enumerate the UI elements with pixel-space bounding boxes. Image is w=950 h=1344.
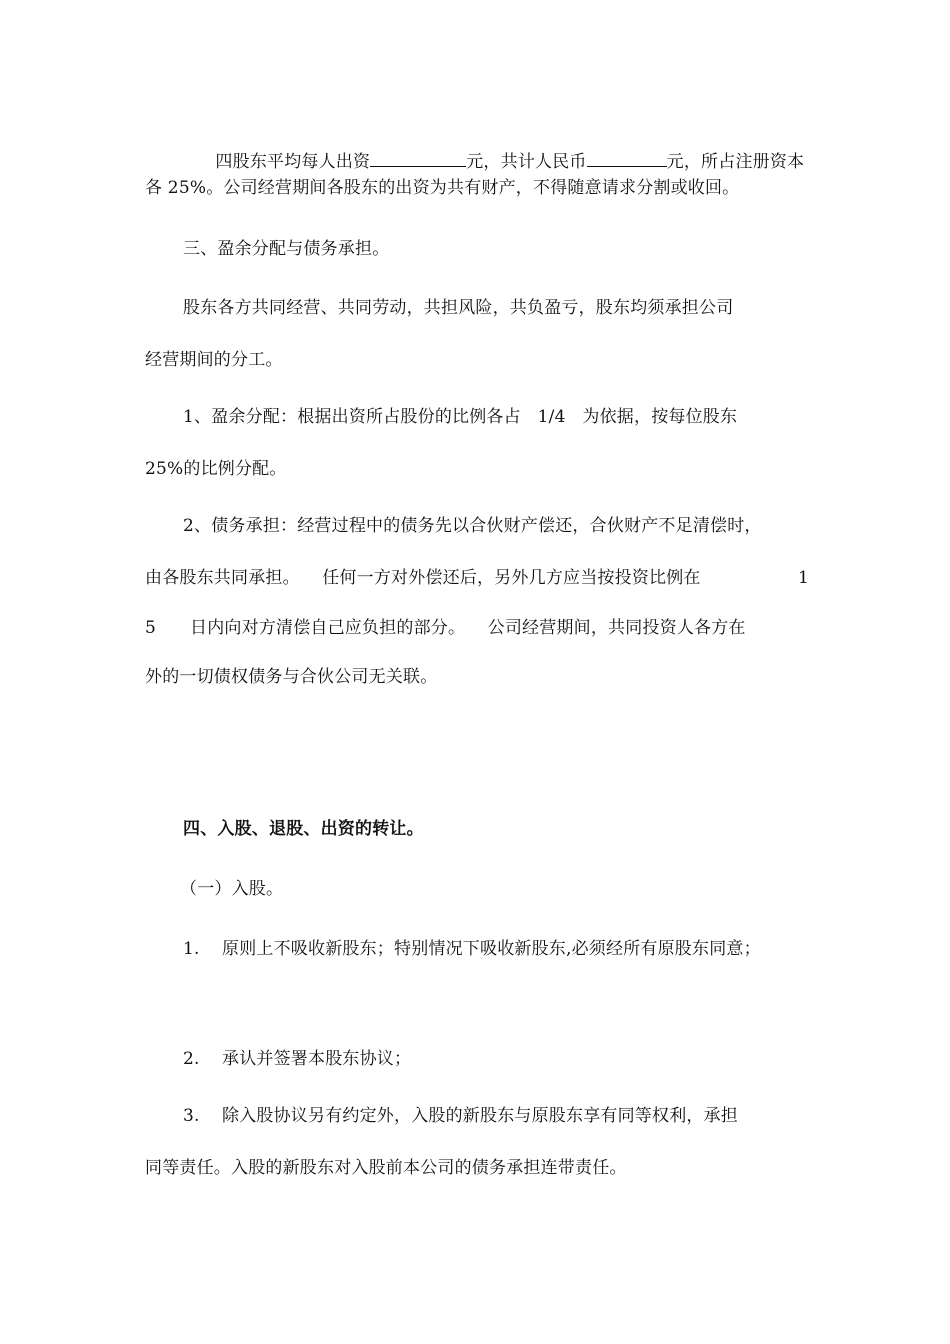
- paragraph-line: 经营期间的分工。: [145, 350, 283, 370]
- subsection-heading: （一）入股。: [180, 879, 284, 899]
- list-item-number: 3.: [183, 1106, 200, 1126]
- paragraph-line: 由各股东共同承担。 任何一方对外偿还后，另外几方应当按投资比例在: [145, 568, 701, 588]
- section-heading: 四、入股、退股、出资的转让。: [183, 819, 424, 839]
- section-heading: 三、盈余分配与债务承担。: [183, 239, 390, 259]
- list-item-text: 原则上不吸收新股东；特别情况下吸收新股东,必须经所有原股东同意；: [222, 939, 761, 959]
- paragraph-line: 外的一切债权债务与合伙公司无关联。: [145, 667, 438, 687]
- list-item-text: 除入股协议另有约定外，入股的新股东与原股东享有同等权利，承担: [222, 1106, 738, 1126]
- paragraph-line: 各 25%。公司经营期间各股东的出资为共有财产，不得随意请求分割或收回。: [145, 178, 740, 198]
- list-item-number: 2.: [183, 1049, 200, 1069]
- paragraph-line: 日内向对方清偿自己应负担的部分。 公司经营期间，共同投资人各方在: [190, 618, 746, 638]
- text-segment: 四股东平均每人出资: [215, 152, 371, 172]
- paragraph-line: 股东各方共同经营、共同劳动，共担风险，共负盈亏，股东均须承担公司: [183, 298, 734, 318]
- list-item-text: 同等责任。入股的新股东对入股前本公司的债务承担连带责任。: [145, 1158, 627, 1178]
- paragraph-line: 1: [798, 568, 810, 588]
- fill-in-blank: [587, 150, 667, 167]
- list-item-number: 1.: [183, 939, 200, 959]
- paragraph-line: 25%的比例分配。: [145, 459, 287, 479]
- list-item-text: 承认并签署本股东协议；: [222, 1049, 412, 1069]
- fill-in-blank: [370, 150, 466, 167]
- paragraph-line: 2、债务承担：经营过程中的债务先以合伙财产偿还，合伙财产不足清偿时，: [183, 516, 762, 536]
- paragraph-line: 1、盈余分配：根据出资所占股份的比例各占 1/4 为依据，按每位股东: [183, 407, 738, 427]
- paragraph-line: 5: [145, 618, 157, 638]
- text-segment: 元，共计人民币: [466, 152, 587, 172]
- text-segment: 元，所占注册资本: [666, 152, 805, 172]
